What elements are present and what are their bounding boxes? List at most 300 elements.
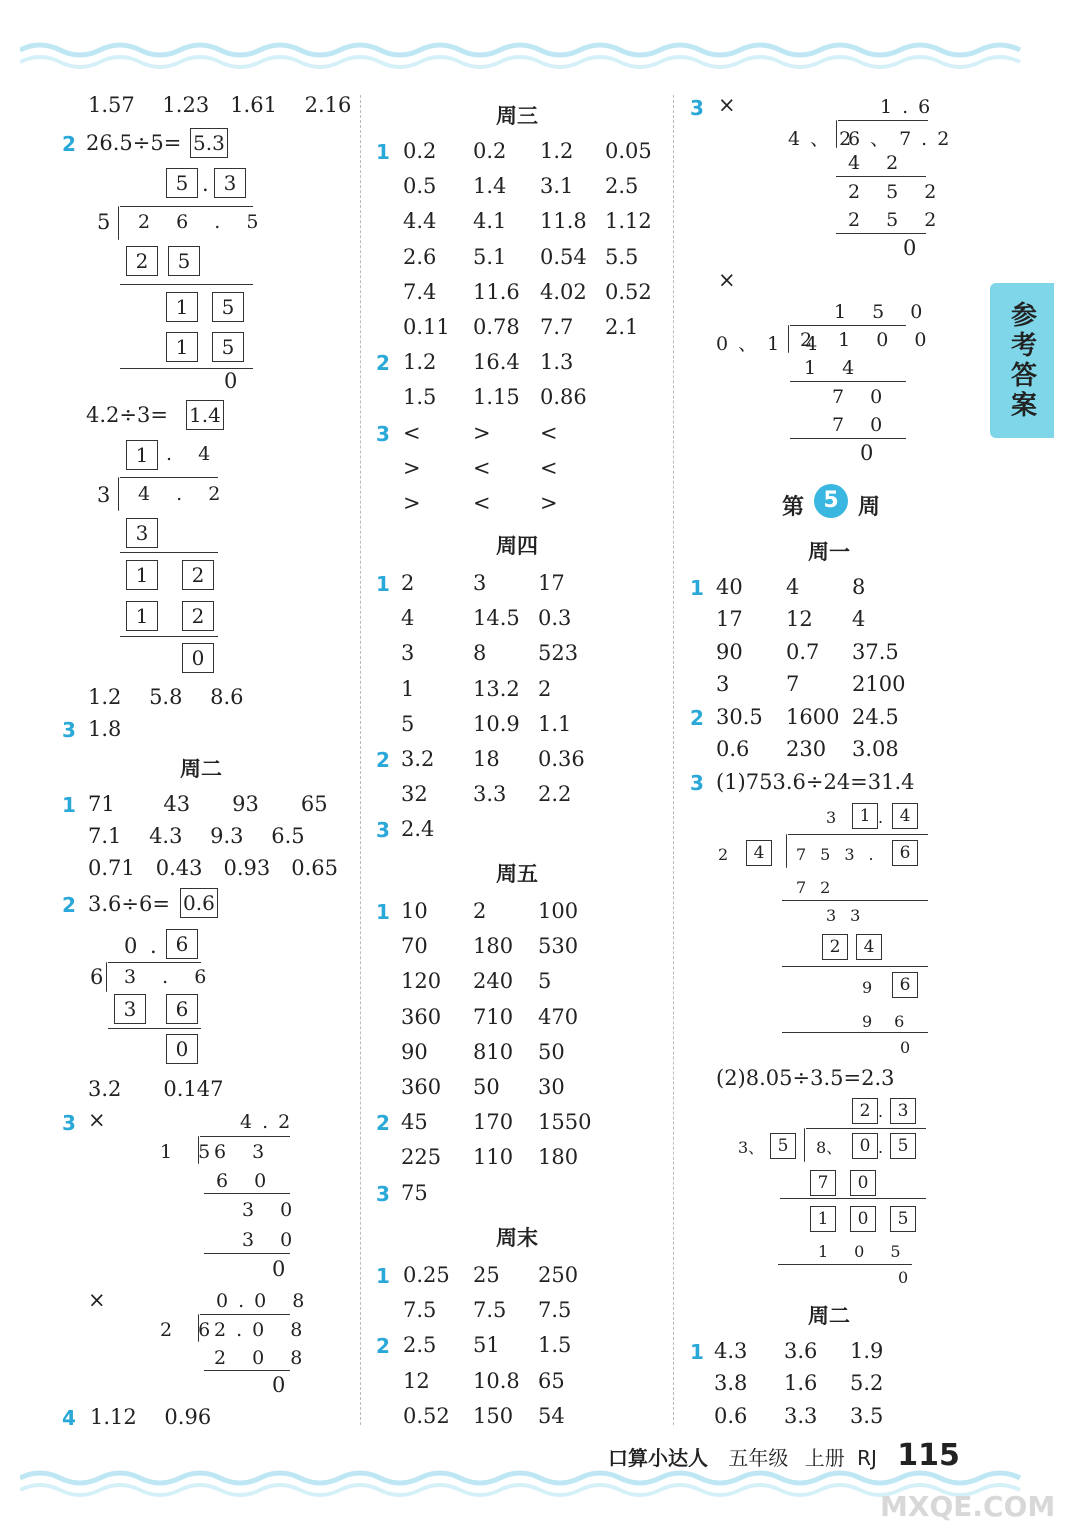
divisor: 6: [90, 965, 104, 989]
answer-cell: 7.7: [540, 315, 574, 339]
digit-box: 2: [182, 560, 214, 590]
answer-cell: 2: [538, 676, 552, 701]
divisor-digit: 3、: [738, 1138, 765, 1157]
answer-cell: 2.6: [403, 244, 437, 269]
question-number: 3: [376, 818, 390, 843]
answer-cell: 32: [401, 782, 428, 807]
question-number: 1: [62, 793, 76, 817]
answer-cell: 0.6: [714, 1403, 748, 1428]
answer-cell: 3.2: [401, 747, 435, 771]
digit-box: 3: [890, 1098, 916, 1124]
answer-row: 3.2 0.147: [88, 1077, 224, 1101]
volume-label: 上册: [804, 1446, 845, 1470]
answer-cell: 45: [401, 1110, 428, 1135]
division-line: [780, 1198, 926, 1199]
answer-cell: >: [540, 491, 558, 515]
question-number: 2: [62, 893, 76, 917]
answer-cell: 0.2: [473, 139, 507, 163]
answer-cell: 5.5: [605, 244, 639, 269]
division-line: [836, 176, 926, 177]
digit-box: 5: [212, 332, 244, 362]
divisor: 1 5: [160, 1141, 221, 1163]
answer-cell: 24.5: [852, 704, 899, 729]
answer-cell: 4.1: [473, 209, 507, 234]
partial-product: 7 0: [832, 414, 893, 436]
answer-cell: 0.2: [403, 139, 437, 163]
decimal-point: .: [878, 808, 884, 827]
division-line: [204, 1253, 290, 1254]
answer-cell: 1.12: [605, 209, 652, 234]
partial-product: 72: [796, 878, 845, 897]
division-line: [120, 284, 253, 285]
digit-box: 0: [850, 1206, 876, 1232]
answer-cell: 10.9: [473, 711, 520, 736]
answer-cell: 180: [473, 934, 514, 959]
divisor: 0、1 4: [716, 333, 828, 355]
division-line: [120, 552, 218, 553]
dividend: 8、: [816, 1138, 843, 1157]
answer-cell: 30: [538, 1075, 565, 1099]
footer: [608, 1438, 960, 1473]
answer-cell: 7: [786, 672, 800, 697]
answer-cell: 30.5: [716, 704, 763, 729]
answer-cell: >: [403, 491, 421, 515]
partial-remainder: 2 5 2: [848, 181, 947, 203]
equation: 26.5÷5=: [86, 131, 182, 155]
edition-label: RJ: [857, 1446, 877, 1470]
dividend: 6 3: [214, 1141, 275, 1163]
answer-cell: 110: [473, 1145, 514, 1170]
digit-box: 1: [852, 803, 878, 829]
digit-box: 6: [166, 994, 198, 1024]
digit-box: 4: [856, 934, 882, 960]
decimal-point: .: [878, 1138, 884, 1157]
division-line: [836, 233, 926, 234]
digit-box: 2: [822, 934, 848, 960]
answer-cell: 3.3: [473, 782, 507, 807]
division-bracket: [788, 325, 789, 353]
dividend: 753.: [796, 845, 888, 864]
answer-cell: 8: [852, 575, 866, 599]
answer-cell: 70: [401, 934, 428, 959]
wrong-mark: ×: [88, 1288, 106, 1312]
week-label-prefix: 第: [782, 495, 805, 520]
answer-cell: 2.5: [605, 174, 639, 199]
answer-cell: 37.5: [852, 639, 899, 664]
partial-product: 2 5 2: [848, 209, 947, 231]
answer-cell: 5: [538, 969, 552, 994]
answer-row: 1.57 1.23 1.61 2.16: [88, 93, 352, 117]
equation: 3.6÷6=: [88, 892, 170, 916]
answer-box: 1.4: [186, 400, 224, 430]
answer-cell: <: [540, 455, 558, 480]
answer-cell: 250: [538, 1263, 579, 1287]
divisor: 4、2: [788, 128, 862, 150]
decimal-point: .: [878, 1102, 884, 1121]
question-number: 3: [690, 96, 704, 120]
dividend: 2.0 8: [214, 1319, 313, 1341]
column-divider: [673, 95, 674, 1425]
answer-cell: 3.8: [714, 1371, 748, 1396]
partial-remainder: 7 0: [832, 386, 893, 408]
division-bracket: [836, 120, 837, 148]
answer-cell: 1.15: [473, 385, 520, 410]
answer-cell: >: [403, 455, 421, 480]
digit-box: 6: [892, 972, 918, 998]
answer-cell: 7.4: [403, 279, 437, 304]
question-number: 1: [376, 572, 390, 596]
division-line: [790, 438, 906, 439]
question-number: 2: [376, 351, 390, 376]
remainder: 0: [860, 441, 874, 465]
answer-cell: 13.2: [473, 676, 520, 701]
digit-box: 6: [892, 840, 918, 866]
answer-row: 0.71 0.43 0.93 0.65: [88, 856, 339, 880]
partial-product: 1 4: [804, 357, 865, 379]
book-title: 口算小达人: [608, 1446, 708, 1470]
dividend: 2 1 0 0: [800, 329, 937, 351]
answer-cell: 5.1: [473, 244, 507, 269]
remainder: 0: [898, 1268, 909, 1287]
remainder: 0: [272, 1373, 286, 1397]
decimal-point: .: [202, 172, 209, 196]
answer-row: 71 43 93 65: [88, 792, 328, 816]
answer-cell: >: [473, 420, 491, 445]
partial-product: 96: [862, 1012, 927, 1031]
answer-cell: 1.4: [473, 174, 507, 199]
answer-cell: 0.25: [403, 1263, 450, 1287]
answer-cell: <: [403, 420, 421, 445]
answer-box: 5.3: [190, 128, 228, 158]
wrong-mark: ×: [88, 1108, 106, 1132]
digit-box: 4: [892, 803, 918, 829]
answer-cell: 3: [716, 672, 730, 697]
answer-cell: 360: [401, 1004, 442, 1029]
week-number-badge: 5: [814, 484, 848, 518]
remainder: 0: [224, 369, 238, 393]
answer-cell: 11.6: [473, 279, 520, 304]
day-heading: 周三: [496, 104, 538, 128]
division-bracket: [106, 962, 107, 992]
answer-cell: 0.11: [403, 315, 450, 339]
division-bar: [790, 325, 906, 326]
answer-value: 1.8: [88, 717, 122, 741]
quotient-digit: 0: [124, 934, 138, 958]
answer-cell: 2.2: [538, 782, 572, 807]
answer-cell: 2.4: [401, 817, 435, 842]
digit-box: 1: [126, 560, 158, 590]
division-line: [782, 1032, 928, 1033]
answer-cell: 1.5: [403, 385, 437, 410]
division-line: [120, 636, 218, 637]
day-heading: 周一: [808, 540, 850, 564]
answer-cell: 5.2: [850, 1371, 884, 1396]
question-number: 2: [62, 132, 76, 156]
answer-cell: 7.5: [538, 1298, 572, 1323]
division-bracket: [804, 1128, 805, 1162]
answer-cell: 3.6: [784, 1339, 818, 1363]
digit-box: 5: [890, 1206, 916, 1232]
answer-cell: 1550: [538, 1110, 592, 1135]
division-bracket: [198, 1136, 199, 1164]
question-number: 3: [62, 1111, 76, 1135]
answer-cell: 7.5: [473, 1298, 507, 1323]
answer-cell: 0.52: [605, 279, 652, 304]
quotient-digits: 4.2: [240, 1111, 301, 1133]
digit-box: 5: [770, 1133, 796, 1159]
answer-cell: 54: [538, 1403, 565, 1428]
day-heading: 周二: [808, 1304, 850, 1328]
digit-box: 5: [168, 246, 200, 276]
answer-cell: 50: [538, 1039, 565, 1064]
question-number: 2: [376, 748, 390, 772]
reference-answers-tab: 参考答案: [990, 283, 1054, 438]
partial-product: 2 0 8: [214, 1347, 313, 1369]
partial-product: 6 0: [216, 1170, 277, 1192]
answer-cell: 0.7: [786, 639, 820, 664]
digit-box: 0: [852, 1133, 878, 1159]
wrong-mark: ×: [718, 268, 736, 292]
division-bar: [108, 962, 201, 963]
answer-cell: 1.6: [784, 1371, 818, 1396]
day-heading: 周末: [496, 1226, 538, 1250]
digit-box: 0: [182, 643, 214, 673]
answer-cell: 150: [473, 1403, 514, 1428]
answer-cell: 1.5: [538, 1333, 572, 1358]
quotient-digits: 0.0 8: [216, 1290, 315, 1312]
answer-cell: 1.2: [403, 350, 437, 375]
grade-label: 五年级: [728, 1446, 789, 1470]
answer-cell: 17: [538, 571, 565, 595]
answer-cell: 2100: [852, 672, 906, 697]
answer-cell: 0.3: [538, 606, 572, 631]
division-line: [782, 900, 928, 901]
division-bar: [200, 1136, 290, 1137]
digit-box: 3: [114, 994, 146, 1024]
partial-product: 3 0: [242, 1229, 303, 1251]
answer-cell: 180: [538, 1145, 579, 1170]
question-number: 1: [690, 1340, 704, 1364]
question-number: 1: [376, 140, 390, 164]
digit-box: 1: [810, 1206, 836, 1232]
answer-cell: 3: [473, 571, 487, 595]
digit-box: 5: [890, 1133, 916, 1159]
question-number: 4: [62, 1406, 76, 1430]
day-heading: 周二: [180, 757, 222, 781]
answer-box: 0.6: [180, 888, 218, 918]
equation: (2)8.05÷3.5=2.3: [716, 1066, 895, 1090]
digit-box: 5: [212, 292, 244, 322]
answer-cell: 4: [401, 606, 415, 631]
answer-cell: 230: [786, 737, 827, 761]
answer-cell: 0.78: [473, 315, 520, 339]
answer-cell: 0.52: [403, 1403, 450, 1428]
partial-remainder: 33: [826, 906, 875, 925]
digit-box: 6: [166, 929, 198, 959]
answer-cell: 0.5: [403, 174, 437, 199]
division-bracket: [118, 477, 119, 511]
remainder: 0: [900, 1038, 911, 1057]
answer-cell: 18: [473, 747, 500, 771]
answer-cell: 4: [786, 575, 800, 599]
division-line: [778, 1264, 912, 1265]
answer-cell: 1.1: [538, 711, 572, 736]
answer-cell: 90: [716, 639, 743, 664]
decimal-point: .: [150, 934, 157, 958]
answer-cell: 75: [401, 1180, 428, 1205]
digit-box: 1: [166, 292, 198, 322]
divisor: 5: [97, 210, 111, 234]
answer-cell: 12: [786, 607, 813, 632]
answer-cell: 8: [473, 641, 487, 666]
answer-cell: 4.4: [403, 209, 437, 234]
division-line: [204, 1193, 290, 1194]
division-bar: [200, 1314, 290, 1315]
division-bar: [120, 206, 253, 207]
watermark: MXQE.COM: [880, 1490, 1056, 1523]
answer-cell: <: [540, 420, 558, 445]
division-bar: [806, 1128, 926, 1129]
answer-cell: 4.3: [714, 1339, 748, 1363]
division-line: [108, 1028, 201, 1029]
answer-cell: 3.5: [850, 1403, 884, 1428]
partial-remainder: 3 0: [242, 1199, 303, 1221]
column-divider: [360, 95, 361, 1425]
answer-cell: 12: [403, 1368, 430, 1393]
answer-cell: 1.3: [540, 350, 574, 375]
division-bracket: [198, 1314, 199, 1342]
answer-cell: 2: [473, 899, 487, 923]
answer-cell: 2.5: [403, 1333, 437, 1358]
answer-cell: 100: [538, 899, 579, 923]
answer-cell: 0.6: [716, 737, 750, 761]
digit-box: 3: [214, 168, 246, 198]
remainder: 0: [272, 1257, 286, 1281]
answer-cell: 2: [401, 571, 415, 595]
division-bar: [838, 120, 928, 121]
answer-cell: 240: [473, 969, 514, 994]
answer-cell: 530: [538, 934, 579, 959]
question-number: 3: [376, 421, 390, 446]
day-heading: 周五: [496, 862, 538, 886]
answer-cell: 10: [401, 899, 428, 923]
answer-cell: 810: [473, 1039, 514, 1064]
answer-cell: <: [473, 455, 491, 480]
quotient-digits: . 4: [166, 443, 221, 465]
question-number: 2: [376, 1334, 390, 1359]
division-line: [204, 1370, 290, 1371]
answer-cell: 0.54: [540, 244, 587, 269]
answer-cell: 17: [716, 607, 743, 632]
remainder: 0: [903, 236, 917, 260]
division-line: [782, 966, 928, 967]
answer-cell: 1.9: [850, 1339, 884, 1363]
dividend: 2 6 . 5: [138, 211, 269, 233]
question-number: 1: [376, 900, 390, 924]
answer-cell: 51: [473, 1333, 500, 1358]
answer-cell: 40: [716, 575, 743, 599]
answer-cell: 50: [473, 1075, 500, 1099]
answer-cell: 14.5: [473, 606, 520, 631]
divisor: 3: [97, 483, 111, 507]
wrong-mark: ×: [718, 93, 736, 117]
division-bracket: [118, 206, 119, 240]
division-line: [790, 381, 906, 382]
digit-box: 1: [126, 601, 158, 631]
digit-box: 5: [166, 168, 198, 198]
answer-cell: 470: [538, 1004, 579, 1029]
answer-cell: 11.8: [540, 209, 587, 234]
answer-cell: 10.8: [473, 1368, 520, 1393]
equation: (1)753.6÷24=31.4: [716, 770, 915, 794]
answer-cell: 120: [401, 969, 442, 994]
answer-cell: 25: [473, 1263, 500, 1287]
equation: 4.2÷3=: [86, 403, 168, 427]
question-number: 3: [62, 718, 76, 742]
answer-cell: 0.86: [540, 385, 587, 410]
quotient-digits: 1.6: [880, 96, 941, 118]
quotient-digit: 3: [826, 808, 837, 827]
answer-cell: 4: [852, 607, 866, 632]
question-number: 2: [376, 1111, 390, 1136]
digit-box: 2: [852, 1098, 878, 1124]
digit-box: 0: [850, 1170, 876, 1196]
digit-box: 1: [126, 440, 158, 470]
answer-cell: 1600: [786, 704, 840, 729]
division-bar: [120, 477, 218, 478]
answer-cell: 225: [401, 1145, 442, 1170]
answer-cell: 3.3: [784, 1403, 818, 1428]
divisor: 2 6: [160, 1319, 221, 1341]
answer-cell: 0.05: [605, 139, 652, 163]
answer-cell: 90: [401, 1039, 428, 1064]
question-number: 1: [690, 576, 704, 600]
answer-cell: 170: [473, 1110, 514, 1135]
page-number: 115: [897, 1438, 960, 1473]
partial-product: 4 2: [848, 152, 909, 174]
answer-cell: 0.36: [538, 747, 585, 771]
answer-cell: <: [473, 491, 491, 515]
division-bracket: [786, 834, 787, 868]
dividend: 6、7.2: [848, 128, 960, 150]
question-number: 2: [690, 705, 704, 730]
answer-cell: 4.02: [540, 279, 587, 304]
digit-box: 0: [166, 1034, 198, 1064]
question-number: 3: [690, 771, 704, 795]
digit-box: 4: [746, 840, 772, 866]
answer-cell: 3.08: [852, 737, 899, 761]
answer-cell: 7.5: [403, 1298, 437, 1323]
question-number: 3: [376, 1181, 390, 1206]
answer-cell: 1.2: [540, 139, 574, 163]
answer-row: 7.1 4.3 9.3 6.5: [88, 824, 305, 848]
digit-box: 2: [126, 246, 158, 276]
digit-box: 1: [166, 332, 198, 362]
divisor-digit: 2: [718, 845, 729, 864]
dividend: 3 . 6: [124, 966, 217, 988]
day-heading: 周四: [496, 534, 538, 558]
week-label-suffix: 周: [858, 495, 881, 520]
answer-cell: 1: [401, 676, 415, 701]
partial-remainder-digit: 9: [862, 978, 873, 997]
answer-cell: 360: [401, 1075, 442, 1099]
top-wave-decoration: [20, 40, 1040, 74]
digit-box: 3: [126, 518, 158, 548]
division-bar: [788, 834, 928, 835]
answer-row: 1.2 5.8 8.6: [88, 685, 244, 709]
answer-row: 1.12 0.96: [90, 1405, 212, 1429]
answer-cell: 3.1: [540, 174, 574, 199]
